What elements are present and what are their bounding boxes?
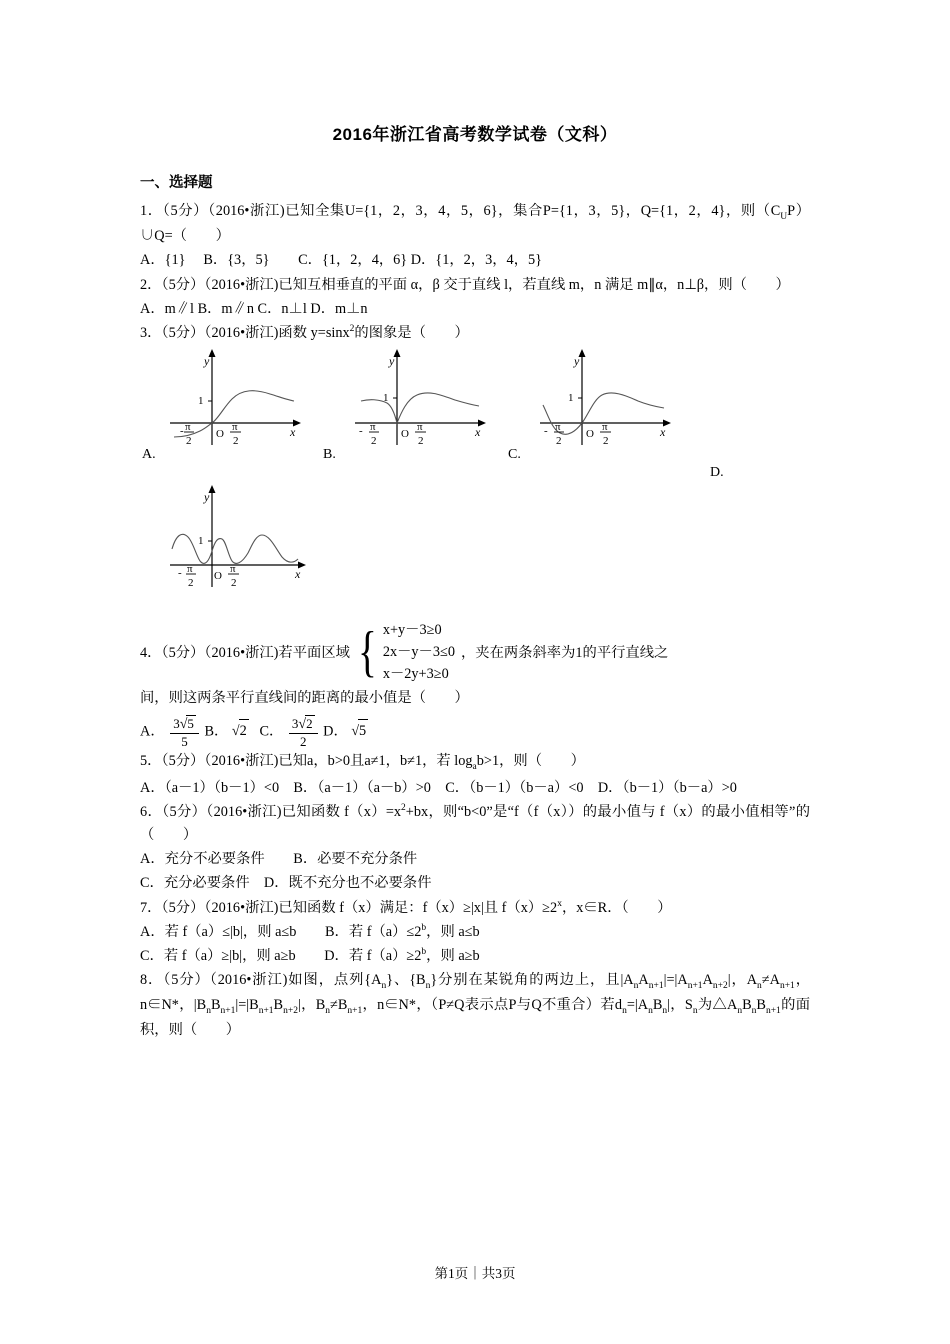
svg-text:2: 2 bbox=[231, 577, 237, 590]
svg-text:-: - bbox=[359, 425, 363, 438]
svg-text:y: y bbox=[204, 354, 210, 369]
question-4-stem bbox=[140, 619, 810, 685]
svg-text:x: x bbox=[475, 425, 481, 440]
svg-text:x: x bbox=[295, 567, 301, 582]
svg-text:2: 2 bbox=[186, 435, 192, 448]
document-content bbox=[140, 120, 810, 1044]
svg-text:x: x bbox=[290, 425, 296, 440]
question-8-stem: 8．（5分）（2016•浙江)如图，点列$\{A_n\}$、$\{B_n\}$分别在某锐角的两边上，且$|A_nA_{n+1}|=|A_{n+1}A_{n+2}|$，$A_n\ne A_{n+1}$，n∈N*，$|B_nB_{n+1}|=|B_{n+1}B_{n+2}|$，$B_n\ne B_{n+1}$，n∈N*，（P≠Q表示点P与Q不重合）若$d_n=|A_nB_n|$，$S_n$为$\triangle A_nB_nB_{n+1}$的面积，则（ ） bbox=[140, 971, 811, 1039]
graph-option-d bbox=[160, 483, 310, 601]
question-6-stem: 6．（5分）（2016•浙江)已知函数 $f(x)=x^2+bx$，则“b<0”是“f（f（x））的最小值与 f（x）的最小值相等”的（ ） bbox=[140, 803, 810, 844]
svg-text:π: π bbox=[602, 421, 608, 434]
svg-text:1: 1 bbox=[198, 395, 204, 408]
svg-text:π: π bbox=[370, 421, 376, 434]
system-line-1: x+y－3≥0 bbox=[382, 622, 442, 639]
svg-text:1: 1 bbox=[568, 392, 574, 405]
question-4-option-d-value: √5 bbox=[351, 723, 368, 739]
question-6-options-line-2: C．充分必要条件 D．既不充分也不必要条件 bbox=[140, 875, 432, 892]
question-4-option-d-label: D． bbox=[323, 723, 348, 740]
question-4-option-c-value: $\frac{3√2}{2}$ bbox=[289, 715, 318, 750]
graph-option-c-label: C. bbox=[508, 447, 521, 463]
svg-text:y: y bbox=[204, 490, 210, 505]
section-heading: 一、选择题 bbox=[140, 175, 213, 191]
question-4-suffix: ，夹在两条斜率为1的平行直线之 bbox=[461, 645, 669, 662]
question-5-stem: 5．（5分）（2016•浙江)已知a，b>0且a≠1，b≠1，若 $\log_ab>1$，则（ ） bbox=[140, 753, 585, 773]
question-3-figure-row-1 bbox=[140, 349, 810, 481]
svg-text:2: 2 bbox=[556, 435, 562, 448]
graph-option-b-label: B. bbox=[323, 447, 336, 463]
question-2-stem: 2．（5分）（2016•浙江)已知互相垂直的平面 α，β 交于直线 l，若直线 m，n 满足 m∥α，n⊥β，则（ ） bbox=[140, 276, 790, 293]
question-4-options bbox=[140, 715, 810, 750]
svg-text:-: - bbox=[178, 567, 182, 580]
question-4-option-a-value: $\frac{3√5}{5}$ bbox=[170, 715, 199, 750]
svg-text:y: y bbox=[574, 354, 580, 369]
svg-text:π: π bbox=[185, 421, 191, 434]
graph-option-a bbox=[142, 345, 310, 463]
graph-option-b bbox=[323, 345, 495, 463]
system-line-2: 2x－y－3≤0 bbox=[382, 644, 455, 661]
question-2-options: A．m∥l B．m∥n C．n⊥l D．m⊥n bbox=[140, 300, 368, 317]
svg-text:1: 1 bbox=[198, 535, 204, 548]
svg-text:2: 2 bbox=[233, 435, 239, 448]
question-1-stem: 1．（5分）（2016•浙江)已知全集U={1，2，3，4，5，6}，集合P={1，3，5}，Q={1，2，4}，则$(C_UP)\cup Q=$（ ） bbox=[140, 203, 810, 245]
svg-text:π: π bbox=[555, 421, 561, 434]
graph-option-d-label: D. bbox=[710, 465, 724, 481]
question-4-option-a-label: A． bbox=[140, 723, 165, 740]
svg-text:2: 2 bbox=[418, 435, 424, 448]
graph-option-a-label: A. bbox=[142, 447, 156, 463]
question-5-options: A．（a－1）（b－1）<0 B．（a－1）（a－b）>0 C．（b－1）（b－a）<0 D．（b－1）（b－a）>0 bbox=[140, 779, 737, 796]
question-4-option-c-label: C． bbox=[259, 723, 284, 740]
svg-text:π: π bbox=[230, 563, 236, 576]
question-4-prefix: 4．（5分）（2016•浙江)若平面区域 bbox=[140, 645, 350, 662]
svg-text:π: π bbox=[232, 421, 238, 434]
svg-text:2: 2 bbox=[371, 435, 377, 448]
svg-text:-: - bbox=[180, 425, 184, 438]
question-4-continued: 间，则这两条平行直线间的距离的最小值是（ ） bbox=[140, 690, 469, 707]
question-3-figure-row-2 bbox=[140, 483, 810, 613]
svg-text:π: π bbox=[417, 421, 423, 434]
svg-text:π: π bbox=[187, 563, 193, 576]
svg-text:O: O bbox=[586, 428, 594, 441]
svg-text:1: 1 bbox=[383, 392, 389, 405]
question-6-options-line-1: A．充分不必要条件 B．必要不充分条件 bbox=[140, 851, 418, 868]
svg-text:O: O bbox=[216, 428, 224, 441]
question-7-options-line-2: C．若 f（a）≥|b|，则 a≥b D．若 $f(a)\ge 2^b$，则 a≥b bbox=[140, 947, 480, 964]
graph-option-c bbox=[508, 345, 680, 463]
svg-text:2: 2 bbox=[188, 577, 194, 590]
system-line-3: x－2y+3≥0 bbox=[382, 666, 449, 683]
question-3-stem: 3．（5分）（2016•浙江)函数 y=sinx$^2$的图象是（ ） bbox=[140, 324, 469, 341]
question-1-options: A．{1} B．{3，5} C．{1，2，4，6} D．{1，2，3，4，5} bbox=[140, 252, 543, 269]
page-footer: 第1页｜共3页 bbox=[434, 1266, 516, 1281]
question-7-options-line-1: A．若 f（a）≤|b|，则 a≤b B．若 $f(a)\le 2^b$，则 a≤b bbox=[140, 922, 480, 940]
svg-text:y: y bbox=[389, 354, 395, 369]
svg-text:O: O bbox=[214, 570, 222, 583]
svg-text:O: O bbox=[401, 428, 409, 441]
svg-text:x: x bbox=[660, 425, 666, 440]
question-4-system bbox=[383, 619, 455, 685]
question-7-stem: 7．（5分）（2016•浙江)已知函数 f（x）满足：f（x）≥|x|且 $f(x)\ge 2^x$，x∈R．（ ） bbox=[140, 898, 672, 916]
svg-text:2: 2 bbox=[603, 435, 609, 448]
page-title: 2016年浙江省高考数学试卷（文科） bbox=[332, 125, 618, 144]
brace-icon: { bbox=[357, 621, 377, 684]
svg-text:-: - bbox=[544, 425, 548, 438]
question-4-option-b-value: √2 bbox=[232, 723, 249, 739]
question-4-option-b-label: B． bbox=[204, 723, 229, 740]
